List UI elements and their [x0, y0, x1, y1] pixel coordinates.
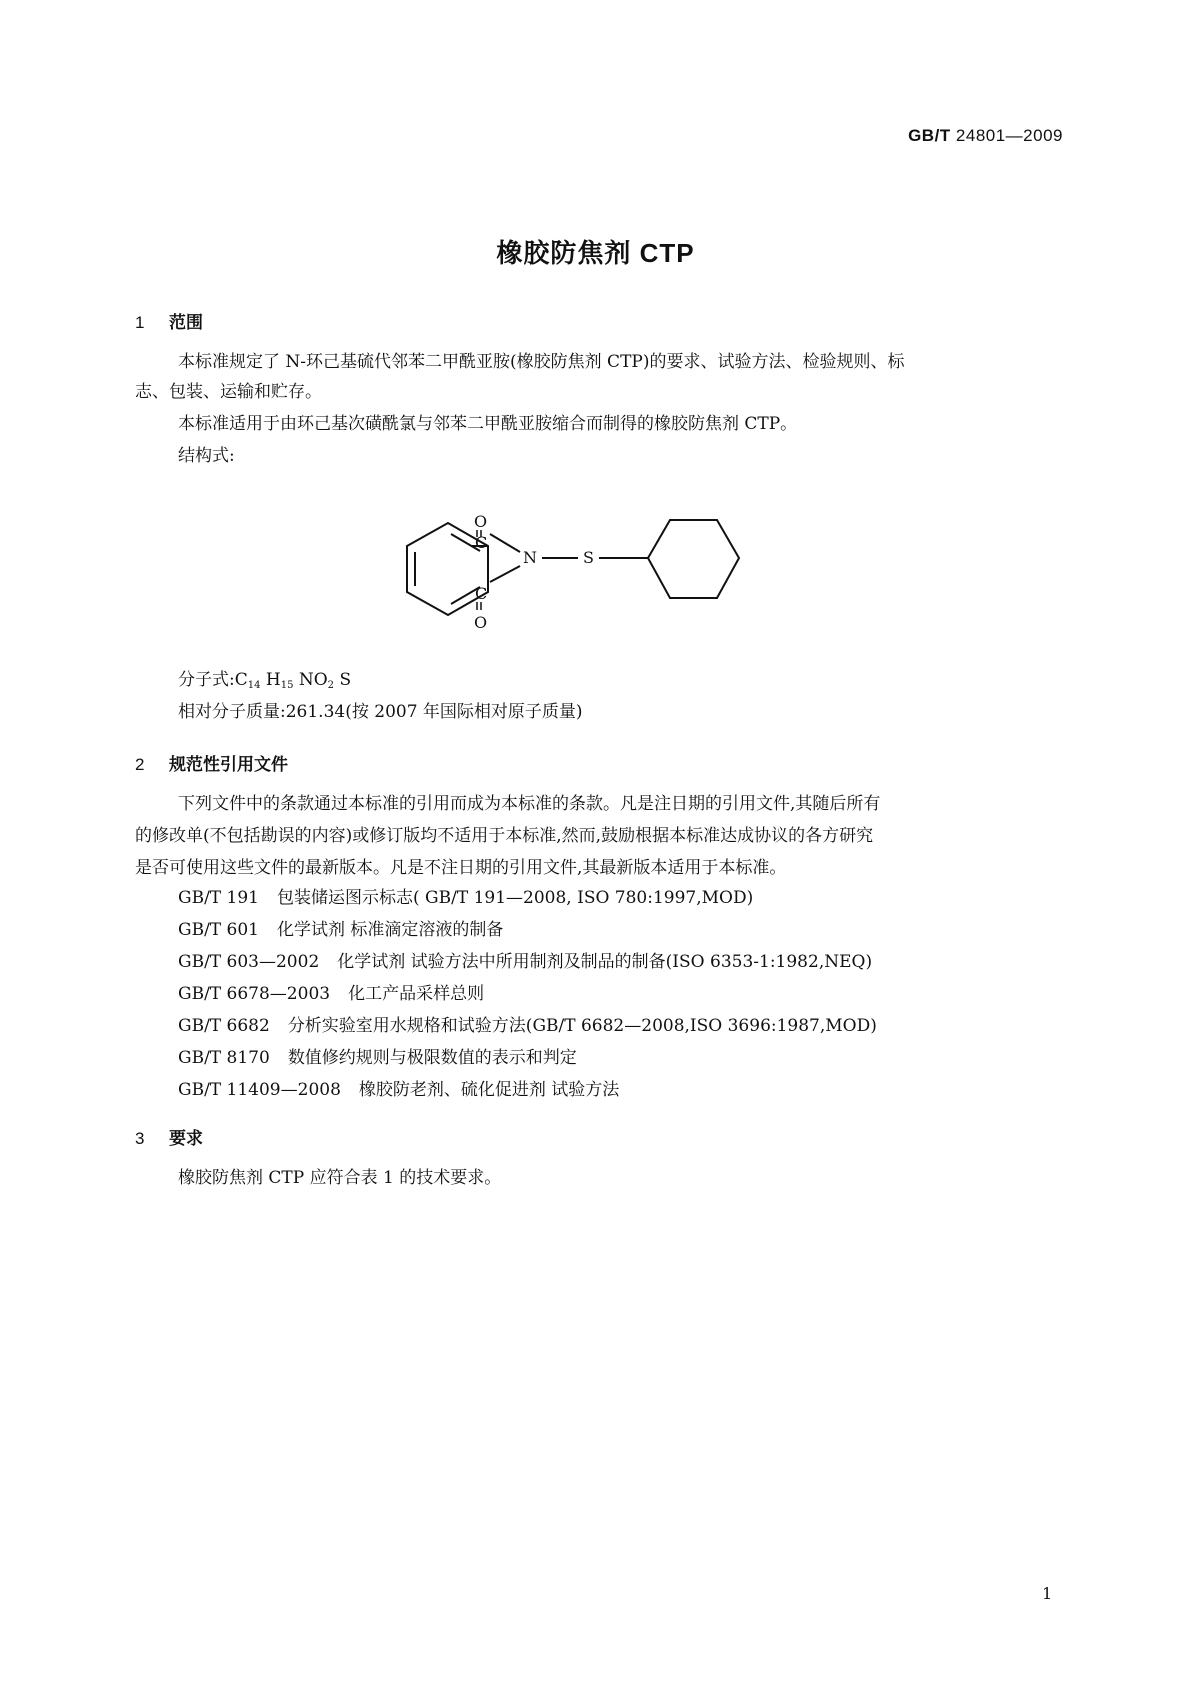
requirements-paragraph: 橡胶防焦剂 CTP 应符合表 1 的技术要求。	[178, 1168, 502, 1188]
section-number: 2	[135, 755, 145, 774]
standard-number	[0, 126, 1063, 146]
section-number: 3	[135, 1129, 145, 1148]
references-intro-line-3: 是否可使用这些文件的最新版本。凡是不注日期的引用文件,其最新版本适用于本标准。	[135, 858, 787, 878]
structural-formula-diagram	[380, 510, 760, 650]
reference-title: 数值修约规则与极限数值的表示和判定	[287, 1048, 577, 1068]
formula-subscript: 14	[247, 680, 261, 691]
reference-title: 分析实验室用水规格和试验方法(GB/T 6682—2008,ISO 3696:1987,MOD)	[287, 1016, 877, 1036]
formula-element: NO	[298, 670, 328, 690]
standard-prefix: GB/T	[908, 126, 951, 145]
document-title: 橡胶防焦剂 CTP	[496, 238, 695, 268]
cyclohexane-ring	[648, 520, 739, 598]
reference-title: 橡胶防老剂、硫化促进剂 试验方法	[358, 1080, 620, 1100]
references-intro-line-2: 的修改单(不包括勘误的内容)或修订版均不适用于本标准,然而,鼓励根据本标准达成协议的各方研究	[135, 826, 874, 846]
reference-item	[178, 986, 484, 1003]
atom-c-bottom: C	[475, 584, 488, 603]
reference-title: 化学试剂 标准滴定溶液的制备	[277, 920, 504, 940]
reference-title: 包装储运图示标志( GB/T 191—2008, ISO 780:1997,MOD)	[277, 888, 754, 908]
atom-n: N	[523, 548, 537, 567]
scope-paragraph-1-line-1: 本标准规定了 N-环己基硫代邻苯二甲酰亚胺(橡胶防焦剂 CTP)的要求、试验方法、检验规则、标	[178, 352, 905, 372]
reference-title: 化工产品采样总则	[348, 984, 485, 1004]
scope-paragraph-2: 本标准适用于由环己基次磺酰氯与邻苯二甲酰亚胺缩合而制得的橡胶防焦剂 CTP。	[178, 414, 798, 434]
reference-code: GB/T 8170	[178, 1048, 270, 1068]
reference-code: GB/T 6678—2003	[178, 984, 331, 1004]
section-title: 范围	[169, 313, 203, 332]
structure-label: 结构式:	[178, 446, 235, 466]
atom-s: S	[583, 548, 594, 567]
c-n-bond-bottom	[490, 566, 520, 582]
section-number: 1	[135, 313, 145, 332]
section-title: 要求	[169, 1129, 203, 1148]
reference-item	[178, 1082, 619, 1099]
reference-code: GB/T 11409—2008	[178, 1080, 341, 1100]
references-intro-line-1: 下列文件中的条款通过本标准的引用而成为本标准的条款。凡是注日期的引用文件,其随后所有	[178, 794, 881, 814]
c-n-bond-top	[490, 534, 520, 552]
reference-item	[178, 890, 753, 907]
relative-molecular-mass: 相对分子质量:261.34(按 2007 年国际相对原子质量)	[178, 702, 583, 722]
section-heading-requirements	[135, 1124, 203, 1149]
section-heading-references	[135, 750, 288, 775]
formula-label: 分子式:	[178, 670, 235, 690]
standard-code: 24801—2009	[955, 126, 1063, 145]
reference-item	[178, 1050, 577, 1067]
reference-code: GB/T 601	[178, 920, 259, 940]
atom-c-top: C	[475, 533, 488, 552]
molecular-formula	[178, 672, 351, 694]
atom-o-bottom: O	[474, 613, 488, 632]
formula-subscript: 2	[327, 680, 335, 691]
reference-item	[178, 1018, 877, 1035]
formula-element: H	[265, 670, 281, 690]
formula-subscript: 15	[280, 680, 294, 691]
formula-element: C	[234, 670, 248, 690]
page-number: 1	[1042, 1584, 1053, 1603]
reference-item	[178, 954, 872, 971]
reference-code: GB/T 6682	[178, 1016, 270, 1036]
reference-item	[178, 922, 503, 939]
reference-code: GB/T 191	[178, 888, 259, 908]
formula-element: S	[339, 670, 352, 690]
atom-o-top: O	[474, 512, 488, 531]
reference-code: GB/T 603—2002	[178, 952, 320, 972]
scope-paragraph-1-line-2: 志、包装、运输和贮存。	[135, 382, 322, 402]
section-title: 规范性引用文件	[169, 755, 288, 774]
section-heading-scope	[135, 308, 203, 333]
reference-title: 化学试剂 试验方法中所用制剂及制品的制备(ISO 6353-1:1982,NEQ)	[337, 952, 873, 972]
